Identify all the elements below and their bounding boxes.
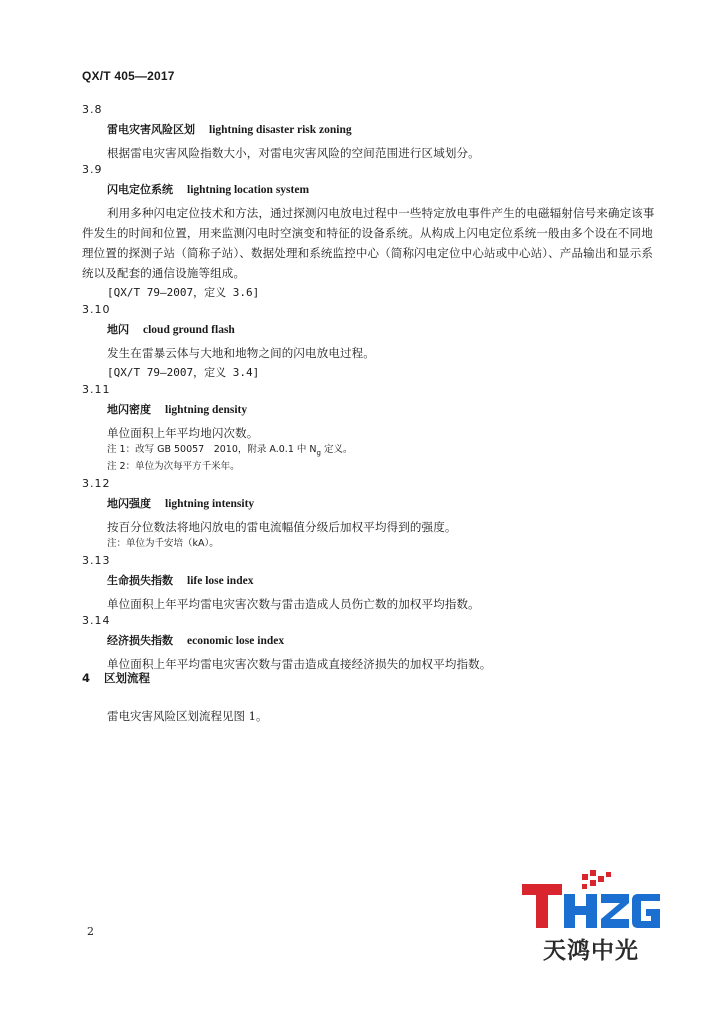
page-number: 2 <box>87 925 94 938</box>
entry-number: 3.11 <box>82 383 111 396</box>
entry-definition: 按百分位数法将地闪放电的雷电流幅值分级后加权平均得到的强度。 <box>107 520 457 534</box>
term-zh: 地闪密度 <box>107 403 151 416</box>
entry-term <box>107 183 662 203</box>
entry-number: 3.13 <box>82 554 111 567</box>
note-text: 定义。 <box>320 444 353 455</box>
entry-term <box>107 323 662 343</box>
term-zh: 生命损失指数 <box>107 574 173 587</box>
term-en: lightning density <box>165 404 248 416</box>
hzg-logo-icon <box>520 870 662 932</box>
term-en: lightning location system <box>187 184 310 196</box>
term-en: lightning intensity <box>165 498 255 510</box>
term-en: cloud ground flash <box>143 324 235 336</box>
entry-number: 3.14 <box>82 614 111 627</box>
entry-number: 3.12 <box>82 477 111 490</box>
definitions-content <box>82 103 662 674</box>
entry-number: 3.10 <box>82 303 111 316</box>
entry-term <box>107 403 662 423</box>
entry-source: [QX/T 79—2007，定义 3.6] <box>107 286 260 299</box>
entry-definition: 单位面积上年平均地闪次数。 <box>107 426 259 440</box>
entry-term <box>107 123 662 143</box>
note-subscript: g <box>316 448 321 457</box>
entry-note: 注：单位为千安培（kA）。 <box>107 538 219 549</box>
entry-note: 注 2：单位为次每平方千米年。 <box>107 461 240 472</box>
section-heading <box>82 670 150 686</box>
standard-code-header: QX/T 405—2017 <box>82 69 175 83</box>
entry-number: 3.9 <box>82 163 103 176</box>
entry-definition: 单位面积上年平均雷电灾害次数与雷击造成人员伤亡数的加权平均指数。 <box>107 597 480 611</box>
entry-term <box>107 497 662 517</box>
note-text: 注 1：改写 GB 50057 2010，附录 A.0.1 中 N <box>107 444 317 455</box>
term-en: life lose index <box>187 575 254 587</box>
term-zh: 地闪 <box>107 323 129 336</box>
entry-term <box>107 634 662 654</box>
entry-note <box>107 443 662 460</box>
entry-source: [QX/T 79—2007，定义 3.4] <box>107 366 260 379</box>
watermark-text: 天鸿中光 <box>543 938 639 964</box>
entry-term <box>107 574 662 594</box>
term-zh: 雷电灾害风险区划 <box>107 123 195 136</box>
term-en: economic lose index <box>187 635 285 647</box>
term-zh: 经济损失指数 <box>107 634 173 647</box>
term-zh: 地闪强度 <box>107 497 151 510</box>
entry-definition: 利用多种闪电定位技术和方法，通过探测闪电放电过程中一些特定放电事件产生的电磁辐射信号来确定该事件发生的时间和位置，用来监测闪电时空演变和特征的设备系统。从构成上闪电定位系统一般由多个设在不同地理位置的探测子站（简称子站）、数据处理和系统监控中心（简称闪电定位中心站或中心站）、产品输出和显示系统以及配套的通信设施等组成。 <box>82 206 655 280</box>
entry-definition: 根据雷电灾害风险指数大小，对雷电灾害风险的空间范围进行区域划分。 <box>107 146 480 160</box>
term-en: lightning disaster risk zoning <box>209 124 352 136</box>
entry-definition: 单位面积上年平均雷电灾害次数与雷击造成直接经济损失的加权平均指数。 <box>107 657 492 671</box>
term-zh: 闪电定位系统 <box>107 183 173 196</box>
entry-definition: 发生在雷暴云体与大地和地物之间的闪电放电过程。 <box>107 346 375 360</box>
entry-number: 3.8 <box>82 103 103 116</box>
watermark-logo <box>520 870 662 962</box>
section-number: 4 <box>82 671 91 685</box>
section-title: 区划流程 <box>104 671 151 685</box>
section-body: 雷电灾害风险区划流程见图 1。 <box>107 709 268 723</box>
